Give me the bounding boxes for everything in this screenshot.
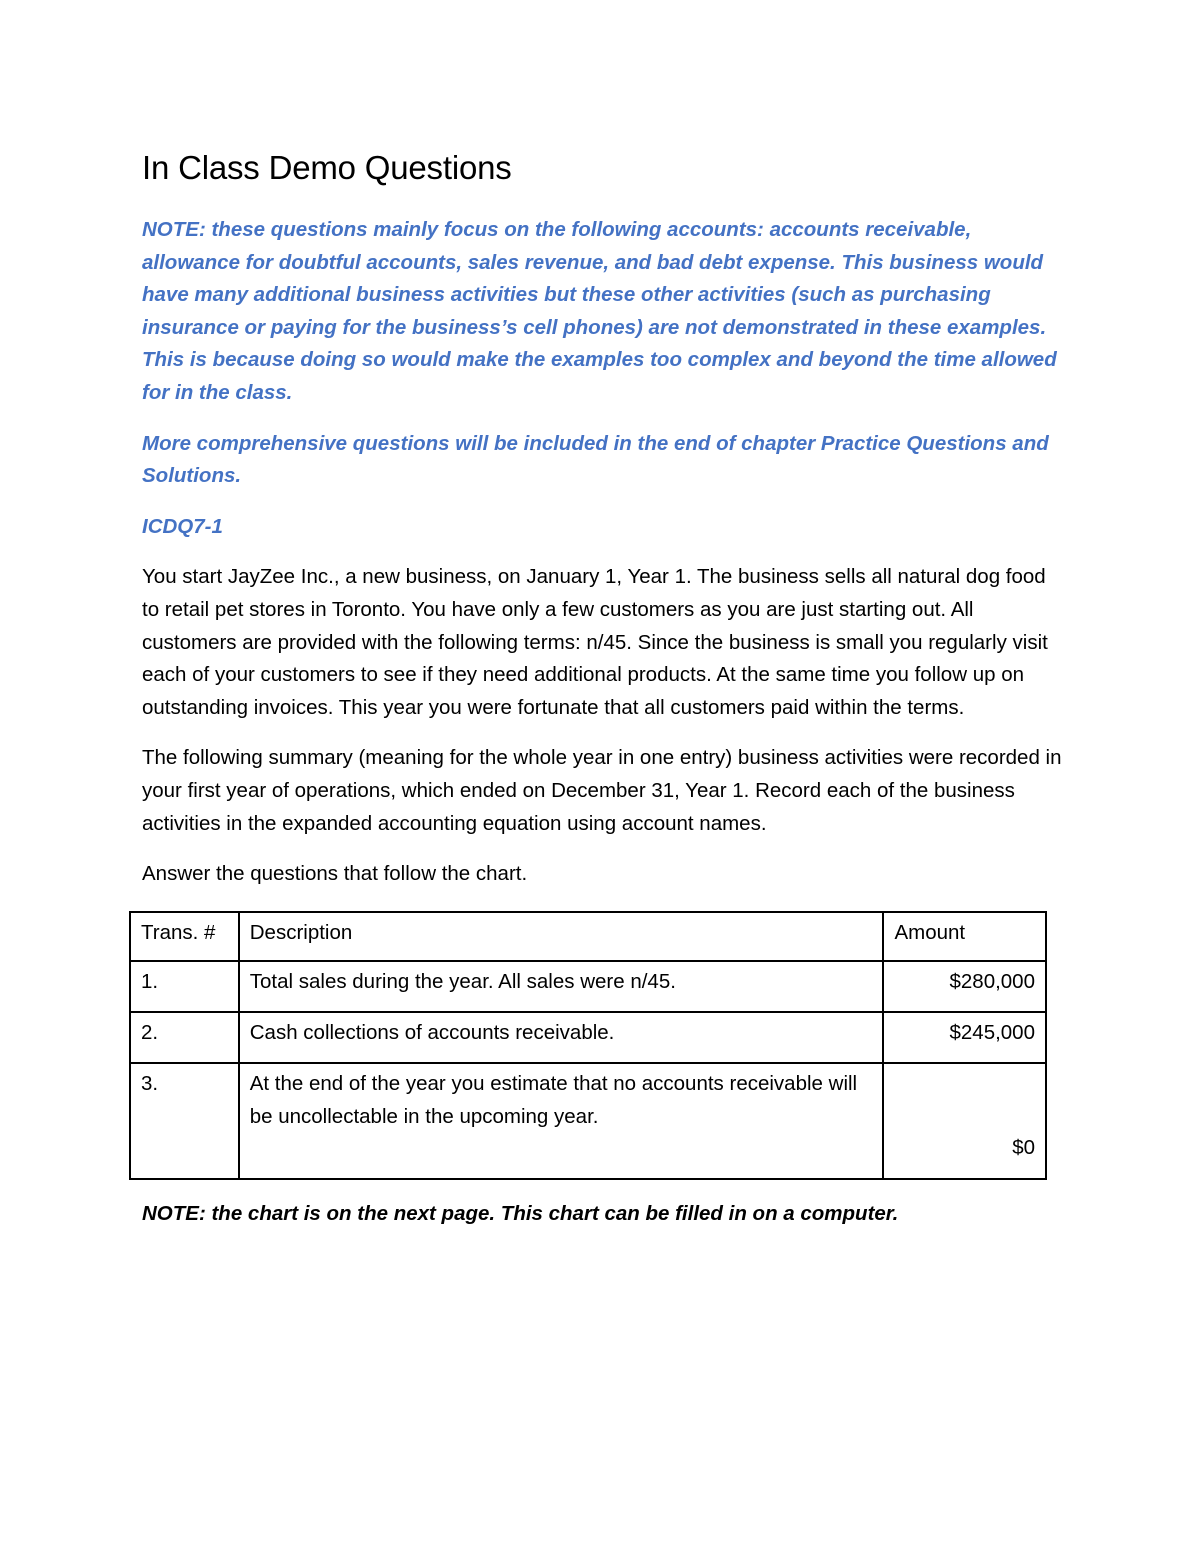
table-row [130,1012,1046,1063]
page-title: In Class Demo Questions [142,149,512,186]
question-code: ICDQ7-1 [142,514,223,538]
chart-location-note: NOTE: the chart is on the next page. This chart can be filled in on a computer. [142,1201,899,1225]
row-description: Total sales during the year. All sales were n/45. [239,961,884,1012]
answer-instruction: Answer the questions that follow the chart. [142,862,528,886]
row-number: 2. [130,1012,239,1063]
row-description: At the end of the year you estimate that no accounts receivable will be uncollectable in the upcoming year. [239,1063,884,1179]
row-description: Cash collections of accounts receivable. [239,1012,884,1063]
header-amount: Amount [883,912,1046,961]
scenario-paragraph: You start JayZee Inc., a new business, on January 1, Year 1. The business sells all natural dog food to retail pet stores in Toronto. You have only a few customers as you are just starting out. All customers are provided with the following terms: n/45. Since the business is small you regularly visit each of your customers to see if they need additional products. At the same time you follow up on outstanding invoices. This year you were fortunate that all customers paid within the terms. [142,565,1048,719]
table-header-row [130,912,1046,961]
row-number: 3. [130,1063,239,1179]
table-row [130,961,1046,1012]
row-amount: $0 [883,1063,1046,1179]
comprehensive-note: More comprehensive questions will be included in the end of chapter Practice Questions and Solutions. [142,431,1049,488]
row-number: 1. [130,961,239,1012]
intro-note: NOTE: these questions mainly focus on the following accounts: accounts receivable, allowance for doubtful accounts, sales revenue, and bad debt expense. This business would have many additional business activities but these other activities (such as purchasing insurance or paying for the business’s cell phones) are not demonstrated in these examples. This is because doing so would make the examples too complex and beyond the time allowed for in the class. [142,218,1057,404]
document-content [142,140,1062,1248]
transactions-table [129,911,1047,1180]
row-amount: $280,000 [883,961,1046,1012]
row-amount: $245,000 [883,1012,1046,1063]
header-description: Description [239,912,884,961]
summary-paragraph: The following summary (meaning for the whole year in one entry) business activities were recorded in your first year of operations, which ended on December 31, Year 1. Record each of the business activities in the expanded accounting equation using account names. [142,746,1062,835]
table-row [130,1063,1046,1179]
header-trans-number: Trans. # [130,912,239,961]
